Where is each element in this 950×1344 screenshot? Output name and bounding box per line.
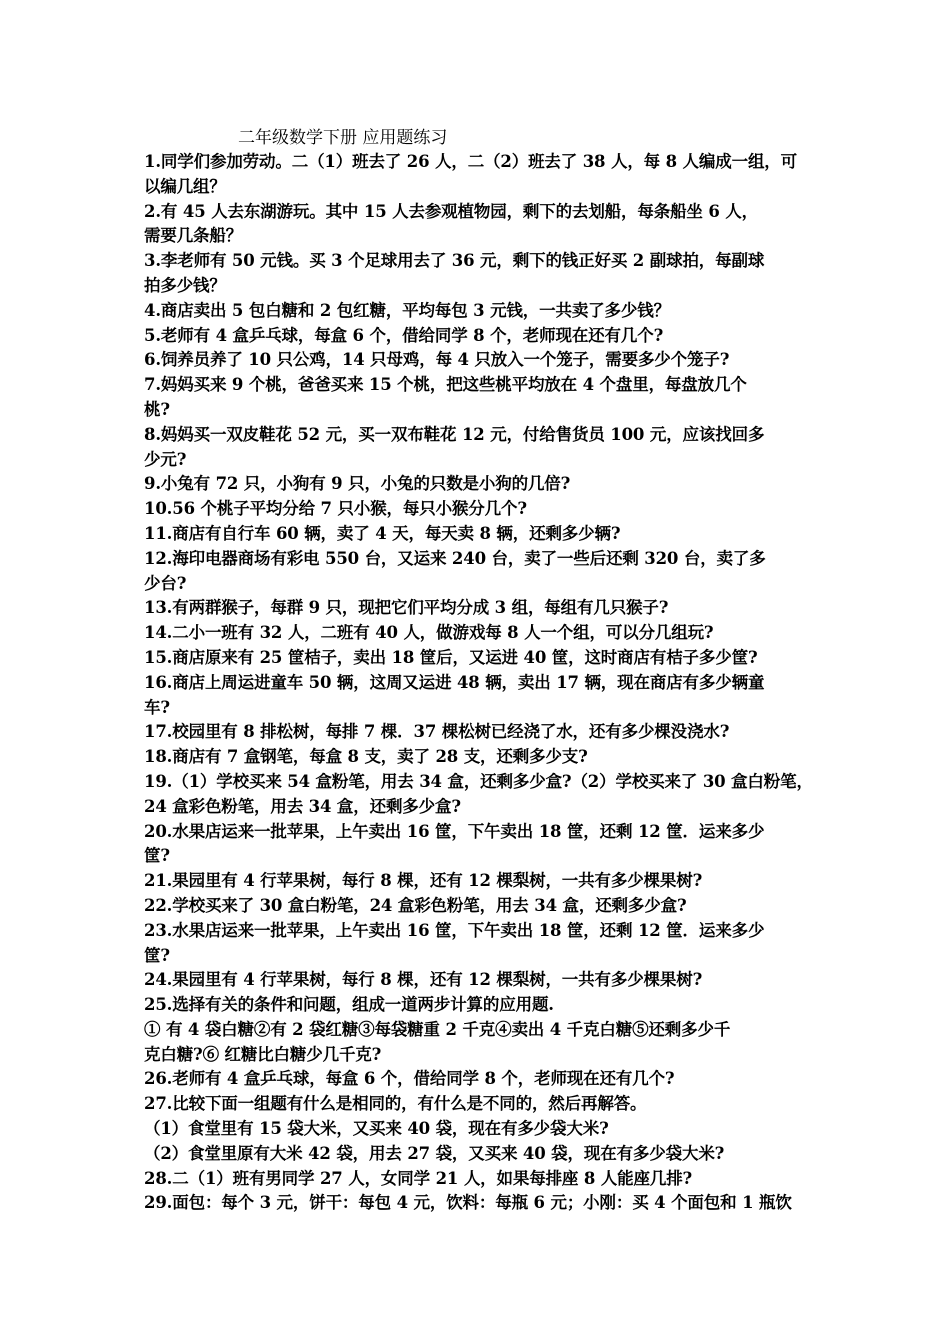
text-line: （2）食堂里原有大米 42 袋，用去 27 袋，又买来 40 袋，现在有多少袋大米? xyxy=(144,1143,725,1163)
text-line: 23.水果店运来一批苹果，上午卖出 16 筐，下午卖出 18 筐，还剩 12 筐．运来多少 xyxy=(144,920,765,940)
text-line: 28.二（1）班有男同学 27 人，女同学 21 人，如果每排座 8 人能座几排? xyxy=(144,1168,693,1188)
text-line: 桃? xyxy=(144,399,170,419)
text-line: 8.妈妈买一双皮鞋花 52 元，买一双布鞋花 12 元，付给售货员 100 元，应该找回多 xyxy=(144,424,765,444)
text-line: 14.二小一班有 32 人，二班有 40 人，做游戏每 8 人一个组，可以分几组玩? xyxy=(144,623,714,643)
text-line: 少台? xyxy=(144,573,187,593)
text-line: 19.（1）学校买来 54 盒粉笔，用去 34 盒，还剩多少盒?（2）学校买来了 30 盒白粉笔， xyxy=(144,771,813,791)
text-line: 22.学校买来了 30 盒白粉笔，24 盒彩色粉笔，用去 34 盒，还剩多少盒? xyxy=(144,895,687,915)
text-line: 拍多少钱？ xyxy=(144,275,226,295)
text-line: 1.同学们参加劳动。二（1）班去了 26 人，二（2）班去了 38 人，每 8 人编成一组，可 xyxy=(144,152,798,171)
text-line: 4.商店卖出 5 包白糖和 2 包红糖，平均每包 3 元钱，一共卖了多少钱？ xyxy=(144,300,670,320)
text-line: 13.有两群猴子，每群 9 只，现把它们平均分成 3 组，每组有几只猴子? xyxy=(144,598,669,618)
text-line: 需要几条船？ xyxy=(144,226,243,246)
text-line: 12.海印电器商场有彩电 550 台，又运来 240 台，卖了一些后还剩 320 台，卖了多 xyxy=(144,548,766,568)
text-line: 7.妈妈买来 9 个桃，爸爸买来 15 个桃，把这些桃平均放在 4 个盘里，每盘放几个 xyxy=(144,375,747,395)
text-line: 10.56 个桃子平均分给 7 只小猴，每只小猴分几个? xyxy=(144,499,527,519)
text-line: 21.果园里有 4 行苹果树，每行 8 棵，还有 12 棵梨树，一共有多少棵果树? xyxy=(144,871,703,891)
problem-list xyxy=(144,150,816,1216)
text-line: 20.水果店运来一批苹果，上午卖出 16 筐，下午卖出 18 筐，还剩 12 筐．运来多少 xyxy=(144,821,765,841)
text-line: （1）食堂里有 15 袋大米，又买来 40 袋，现在有多少袋大米? xyxy=(144,1119,609,1139)
text-line: 11.商店有自行车 60 辆，卖了 4 天，每天卖 8 辆，还剩多少辆? xyxy=(144,523,621,543)
text-line: 26.老师有 4 盒乒乓球，每盒 6 个，借给同学 8 个，老师现在还有几个? xyxy=(144,1069,675,1089)
text-line: 24.果园里有 4 行苹果树，每行 8 棵，还有 12 棵梨树，一共有多少棵果树? xyxy=(144,970,703,990)
text-line: 16.商店上周运进童车 50 辆，这周又运进 48 辆，卖出 17 辆，现在商店有多少辆童 xyxy=(144,672,765,692)
text-line: 车? xyxy=(144,697,170,717)
document-title: 二年级数学下册 应用题练习 xyxy=(238,128,448,148)
text-line: 18.商店有 7 盒钢笔，每盒 8 支，卖了 28 支，还剩多少支? xyxy=(144,747,588,767)
text-line: 2.有 45 人去东湖游玩。其中 15 人去参观植物园，剩下的去划船，每条船坐 6 人， xyxy=(144,201,758,221)
text-line: 25.选择有关的条件和问题，组成一道两步计算的应用题. xyxy=(144,995,554,1015)
text-line: 3.李老师有 50 元钱。买 3 个足球用去了 36 元，剩下的钱正好买 2 副球拍，每副球 xyxy=(144,251,765,271)
text-line: 6.饲养员养了 10 只公鸡，14 只母鸡，每 4 只放入一个笼子，需要多少个笼子? xyxy=(144,350,730,370)
text-line: 筐? xyxy=(144,945,170,965)
text-line: 少元? xyxy=(144,449,187,469)
text-line: 9.小兔有 72 只，小狗有 9 只，小兔的只数是小狗的几倍? xyxy=(144,474,571,494)
text-line: 5.老师有 4 盒乒乓球，每盒 6 个，借给同学 8 个，老师现在还有几个? xyxy=(144,325,664,345)
text-line: 15.商店原来有 25 筐桔子，卖出 18 筐后，又运进 40 筐，这时商店有桔子多少筐? xyxy=(144,647,758,667)
text-line: 以编几组？ xyxy=(144,176,226,196)
text-line: 29.面包：每个 3 元，饼干：每包 4 元，饮料：每瓶 6 元；小刚：买 4 个面包和 1 瓶饮 xyxy=(144,1193,792,1213)
text-line: 17.校园里有 8 排松树，每排 7 棵．37 棵松树已经浇了水，还有多少棵没浇水? xyxy=(144,722,730,742)
text-line: 27.比较下面一组题有什么是相同的，有什么是不同的，然后再解答。 xyxy=(144,1094,647,1114)
text-line: 24 盒彩色粉笔，用去 34 盒，还剩多少盒? xyxy=(144,796,461,816)
text-line: ① 有 4 袋白糖②有 2 袋红糖③每袋糖重 2 千克④卖出 4 千克白糖⑤还剩多少千 xyxy=(144,1019,731,1039)
text-line: 筐? xyxy=(144,846,170,866)
text-line: 克白糖?⑥ 红糖比白糖少几千克? xyxy=(144,1044,382,1064)
